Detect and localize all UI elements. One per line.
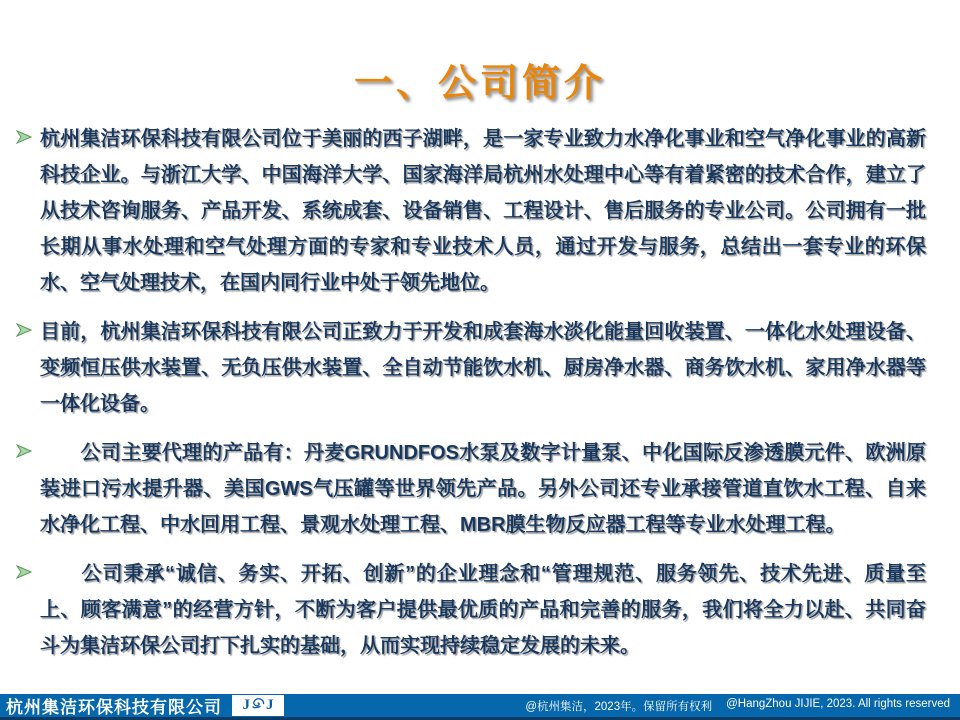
bullet-paragraph: 杭州集洁环保科技有限公司位于美丽的西子湖畔，是一家专业致力水净化事业和空气净化事业的高新科技企业。与浙江大学、中国海洋大学、国家海洋局杭州水处理中心等有着紧密的技术合作，建立了从技术咨询服务、产品开发、系统成套、设备销售、工程设计、售后服务的专业公司。公司拥有一批长期从事水处理和空气处理方面的专家和专业技术人员，通过开发与服务，总结出一套专业的环保水、空气处理技术，在国内同行业中处于领先地位。 <box>40 128 926 294</box>
page-title: 一、公司简介 <box>353 63 606 105</box>
arrow-bullet-icon <box>14 121 40 149</box>
logo-letter-left: J <box>242 697 250 713</box>
company-logo <box>232 695 284 716</box>
swirl-logo-icon <box>251 696 265 715</box>
arrow-bullet-icon <box>14 314 40 342</box>
copyright-english: @HangZhou JIJIE, 2023. All rights reserved <box>726 697 950 710</box>
bullet-paragraph: 目前，杭州集洁环保科技有限公司正致力于开发和成套海水淡化能量回收装置、一体化水处理设备、变频恒压供水装置、无负压供水装置、全自动节能饮水机、厨房净水器、商务饮水机、家用净水器等一体化设备。 <box>40 321 926 415</box>
copyright-chinese: @杭州集洁，2023年。保留所有权利 <box>525 700 713 713</box>
arrow-bullet-icon <box>14 556 40 584</box>
list-item <box>14 556 926 664</box>
bullet-paragraph: 公司主要代理的产品有：丹麦GRUNDFOS水泵及数字计量泵、中化国际反渗透膜元件、欧洲原装进口污水提升器、美国GWS气压罐等世界领先产品。另外公司还专业承接管道直饮水工程、自来水净化工程、中水回用工程、景观水处理工程、MBR膜生物反应器工程等专业水处理工程。 <box>40 442 926 536</box>
footer-copyright <box>525 698 960 714</box>
list-item <box>14 435 926 543</box>
list-item <box>14 314 926 422</box>
logo-letter-right: J <box>266 697 274 713</box>
footer-company-name: 杭州集洁环保科技有限公司 <box>6 698 222 717</box>
bullet-paragraph: 公司秉承“诚信、务实、开拓、创新”的企业理念和“管理规范、服务领先、技术先进、质量至上、顾客满意”的经营方针，不断为客户提供最优质的产品和完善的服务，我们将全力以赴、共同奋斗为集洁环保公司打下扎实的基础，从而实现持续稳定发展的未来。 <box>40 563 926 657</box>
footer-bar <box>0 694 960 720</box>
bullet-list <box>0 121 960 677</box>
list-item <box>14 121 926 301</box>
arrow-bullet-icon <box>14 435 40 463</box>
